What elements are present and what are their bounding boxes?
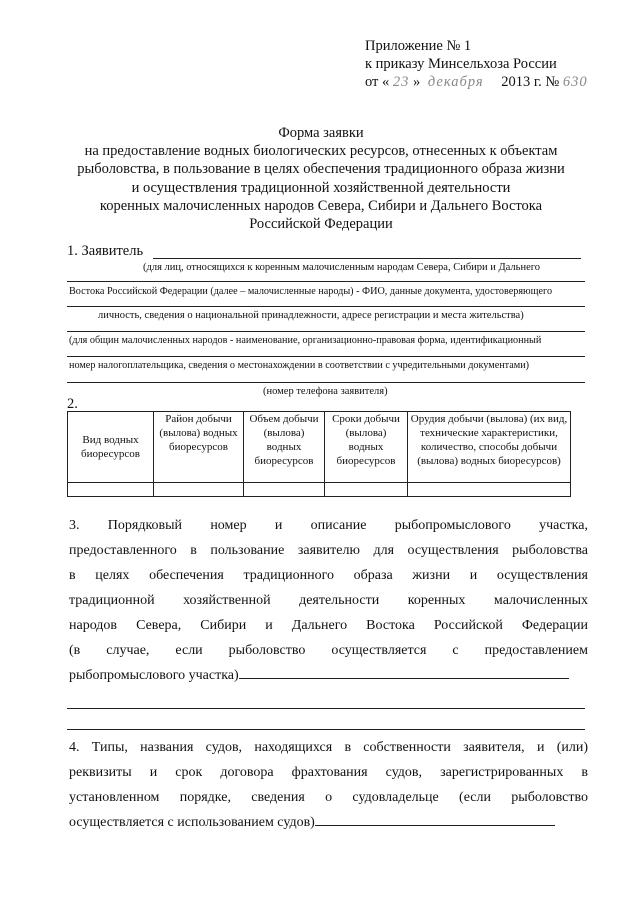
- form-title: [40, 124, 602, 233]
- date-day: 23: [392, 74, 410, 90]
- date-mid: »: [413, 74, 421, 90]
- order-number: 630: [562, 74, 588, 90]
- column-header: Вид водных биоресурсов: [68, 412, 154, 483]
- column-header: Объем добычи (вылова) водных биоресурсов: [244, 412, 325, 483]
- paragraph-line: 4. Типы, названия судов, находящихся в собственности заявителя, и (или): [69, 740, 588, 755]
- paragraph-line: народов Севера, Сибири и Дальнего Востока Российской Федерации: [69, 618, 588, 633]
- column-header: Район добычи (вылова) водных биоресурсов: [154, 412, 244, 483]
- table-cell[interactable]: [154, 483, 244, 497]
- resources-table: [67, 411, 571, 497]
- applicant-note: Востока Российской Федерации (далее – малочисленные народы) - ФИО, данные документа, удостоверяющего: [69, 286, 553, 297]
- order-reference: к приказу Минсельхоза России: [365, 56, 557, 72]
- paragraph-text: рыбопромыслового участка): [69, 668, 239, 683]
- phone-field[interactable]: [67, 382, 585, 383]
- paragraph-line: в целях обеспечения традиционного образа жизни и осуществления: [69, 568, 588, 583]
- column-header: Орудия добычи (вылова) (их вид, технические характеристики, количество, способы добычи (вылова) водных биоресурсов): [408, 412, 571, 483]
- date-month: декабря: [427, 74, 484, 90]
- paragraph-line-last: [69, 663, 588, 688]
- table-cell[interactable]: [68, 483, 154, 497]
- paragraph-line: установленном порядке, сведения о судовладельце (если рыболовство: [69, 790, 588, 805]
- applicant-note: (для лиц, относящихся к коренным малочисленным народам Севера, Сибири и Дальнего: [143, 262, 541, 273]
- community-note: (для общин малочисленных народов - наименование, организационно-правовая форма, идентификационный: [69, 335, 542, 346]
- community-note: номер налогоплательщика, сведения о местонахождении в соответствии с учредительными документами): [69, 360, 530, 371]
- appendix-title: Приложение № 1: [365, 38, 472, 54]
- paragraph-line: традиционной хозяйственной деятельности коренных малочисленных: [69, 593, 588, 608]
- plot-description-field[interactable]: [239, 664, 569, 679]
- applicant-note: личность, сведения о национальной принадлежности, адресе регистрации и места жительства): [98, 310, 524, 321]
- date-year: 2013 г. №: [501, 74, 560, 90]
- table-cell[interactable]: [244, 483, 325, 497]
- paragraph-line: предоставленного в пользование заявителю для осуществления рыболовства: [69, 543, 588, 558]
- paragraph-text: осуществляется с использованием судов): [69, 815, 315, 830]
- applicant-field-line[interactable]: [67, 281, 585, 282]
- paragraph-line-last: [69, 810, 588, 835]
- section-4: [69, 735, 588, 835]
- section-3: [69, 513, 588, 688]
- title-line: коренных малочисленных народов Севера, Сибири и Дальнего Востока: [99, 197, 543, 214]
- paragraph-line: 3. Порядковый номер и описание рыбопромыслового участка,: [69, 518, 588, 533]
- title-line: Российской Федерации: [249, 216, 393, 233]
- order-date: [365, 73, 588, 91]
- plot-field-line[interactable]: [67, 708, 585, 709]
- title-line: рыболовства, в пользование в целях обеспечения традиционного образа жизни: [77, 161, 565, 178]
- applicant-field-line[interactable]: [67, 306, 585, 307]
- applicant-field[interactable]: [153, 258, 581, 259]
- applicant-field-line[interactable]: [67, 331, 585, 332]
- column-header: Сроки добычи (вылова) водных биоресурсов: [325, 412, 408, 483]
- community-field-line[interactable]: [67, 356, 585, 357]
- table-cell[interactable]: [325, 483, 408, 497]
- title-line: на предоставление водных биологических ресурсов, отнесенных к объектам: [84, 143, 558, 160]
- date-prefix: от «: [365, 74, 390, 90]
- plot-field-line[interactable]: [67, 729, 585, 730]
- table-label: 2.: [67, 396, 78, 412]
- applicant-label: 1. Заявитель: [67, 243, 144, 259]
- title-line: Форма заявки: [278, 125, 364, 141]
- paragraph-line: реквизиты и срок договора фрахтования судов, зарегистрированных в: [69, 765, 588, 780]
- paragraph-line: (в случае, если рыболовство осуществляется с предоставлением: [69, 643, 588, 658]
- table-cell[interactable]: [408, 483, 571, 497]
- vessels-field[interactable]: [315, 811, 555, 826]
- phone-note: (номер телефона заявителя): [263, 386, 388, 397]
- title-line: и осуществления традиционной хозяйственной деятельности: [131, 179, 511, 196]
